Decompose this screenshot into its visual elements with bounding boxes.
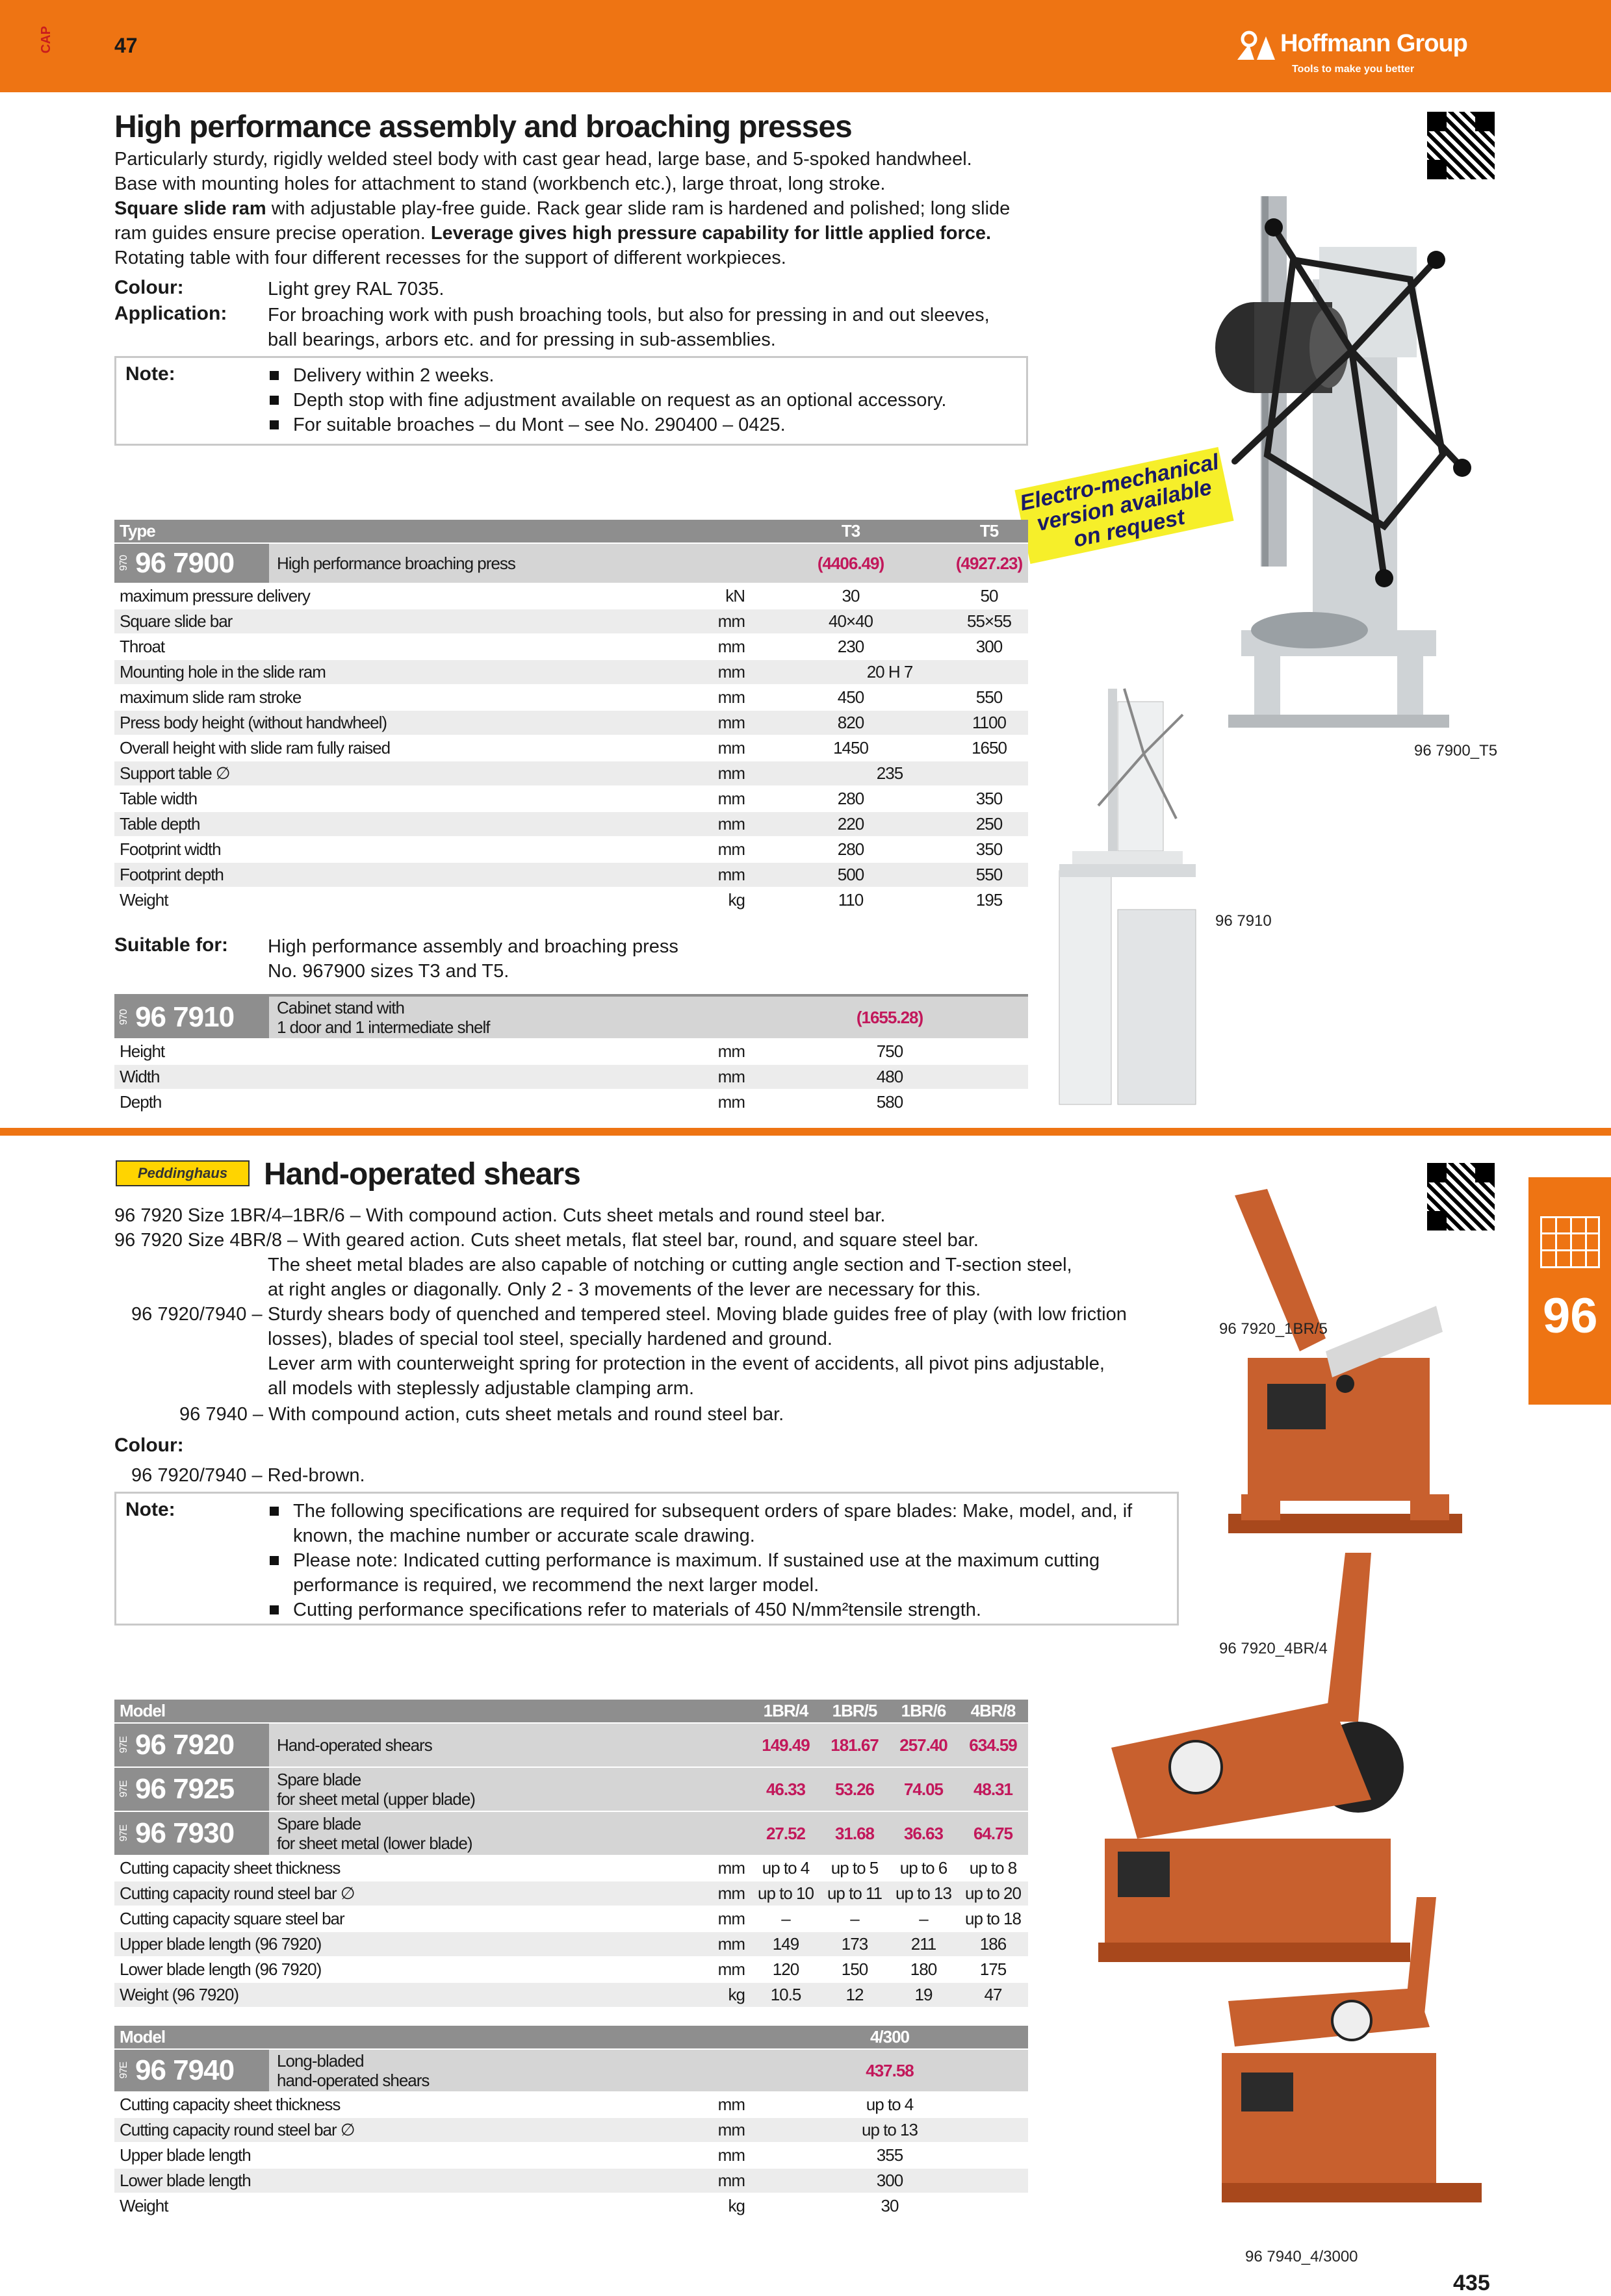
shears-key-2: 96 7920/7940 – <box>131 1304 263 1325</box>
suitable-line: High performance assembly and broaching press <box>268 936 678 957</box>
desc-line: hand-operated shears <box>277 2071 430 2090</box>
shears-indent-2 <box>268 1302 1127 1401</box>
page-number: 435 <box>1453 2271 1490 2295</box>
table-row <box>114 1039 1028 1064</box>
spec-value: up to 11 <box>820 1881 889 1906</box>
spec-value-t5: 50 <box>950 583 1028 609</box>
note-line: The following specifications are required for subsequent orders of spare blades: Make, model, and, if <box>293 1501 1133 1522</box>
model-label: Model <box>114 2026 638 2049</box>
suitable-label: Suitable for: <box>114 934 229 956</box>
desc-line: The sheet metal blades are also capable of notching or cutting angle section and T-section steel, <box>268 1255 1072 1275</box>
spec-value: 10.5 <box>751 1982 820 2008</box>
spec-label: Table width <box>114 786 638 811</box>
spec-value-t5: 550 <box>950 685 1028 710</box>
article-prefix: 97E <box>118 1781 129 1798</box>
col-1br4: 1BR/4 <box>751 1700 820 1723</box>
table-row <box>114 1982 1028 2008</box>
note-item: For suitable broaches – du Mont – see No. 290400 – 0425. <box>270 413 946 437</box>
spec-label: Cutting capacity sheet thickness <box>114 2092 638 2117</box>
note-line: performance is required, we recommend the next larger model. <box>293 1575 819 1596</box>
spec-value: up to 20 <box>958 1881 1028 1906</box>
note-list <box>270 1499 1166 1622</box>
table-row <box>114 2168 1028 2193</box>
spec-unit: mm <box>638 1090 751 1115</box>
spec-value-t3: 110 <box>751 887 950 913</box>
table-row <box>114 761 1028 786</box>
desc-key: 96 7920 Size 1BR/4–1BR/6 – <box>114 1205 366 1226</box>
article-row <box>114 995 1028 1039</box>
table-header-row <box>114 520 1028 543</box>
col-1br6: 1BR/6 <box>889 1700 958 1723</box>
spec-value-t5: 250 <box>950 811 1028 837</box>
article-prefix: 97E <box>118 2062 129 2079</box>
spec-label: maximum pressure delivery <box>114 583 638 609</box>
spec-value: 30 <box>751 2193 1028 2219</box>
shears-colour-label: Colour: <box>114 1435 184 1456</box>
spec-value: – <box>889 1906 958 1932</box>
model-label: Model <box>114 1700 638 1723</box>
article-number: 96 7925 <box>135 1773 235 1805</box>
spec-value: up to 13 <box>751 2117 1028 2143</box>
spec-value-t3: 450 <box>751 685 950 710</box>
note-label: Note: <box>125 363 175 385</box>
article-description <box>269 1768 475 1811</box>
shears-7940-image <box>1222 1897 1495 2222</box>
spec-label: Mounting hole in the slide ram <box>114 659 638 685</box>
spec-value-t3: 220 <box>751 811 950 837</box>
article-number: 96 7910 <box>135 1001 235 1033</box>
spec-unit: mm <box>638 1039 751 1064</box>
table-row <box>114 634 1028 659</box>
spec-unit: kg <box>638 2193 751 2219</box>
presses-title: High performance assembly and broaching presses <box>114 110 852 144</box>
type-label: Type <box>114 520 638 543</box>
spec-value-t5: 350 <box>950 837 1028 862</box>
price: 634.59 <box>958 1723 1028 1767</box>
col-4br8: 4BR/8 <box>958 1700 1028 1723</box>
spec-label: Cutting capacity sheet thickness <box>114 1856 638 1881</box>
article-row <box>114 1767 1028 1811</box>
table-header-row <box>114 2026 1028 2049</box>
spec-unit: mm <box>638 761 751 786</box>
col-4-300: 4/300 <box>751 2026 1028 2049</box>
caption-press: 96 7900_T5 <box>1414 742 1498 759</box>
spec-value: 120 <box>751 1957 820 1982</box>
spec-label: Upper blade length (96 7920) <box>114 1932 638 1957</box>
note-label: Note: <box>125 1499 175 1520</box>
spec-label: Cutting capacity round steel bar ∅ <box>114 2117 638 2143</box>
spec-unit: mm <box>638 609 751 634</box>
note-item: Delivery within 2 weeks. <box>270 363 946 388</box>
spec-value: up to 10 <box>751 1881 820 1906</box>
brand-name: Hoffmann Group <box>1280 30 1467 57</box>
price: 74.05 <box>889 1767 958 1811</box>
spec-value: 355 <box>751 2143 1028 2168</box>
spec-value: 150 <box>820 1957 889 1982</box>
spec-value-t5: 550 <box>950 862 1028 887</box>
shears-spec-table <box>114 1700 1028 2008</box>
desc-line: at right angles or diagonally. Only 2 - 3 movements of the lever are necessary for this. <box>268 1279 981 1300</box>
table-row <box>114 2092 1028 2117</box>
article-number-badge <box>114 2050 269 2091</box>
table-row <box>114 786 1028 811</box>
spec-label: Lower blade length (96 7920) <box>114 1957 638 1982</box>
spec-unit: mm <box>638 862 751 887</box>
shears-note-box <box>114 1492 1179 1626</box>
suitable-text <box>268 934 678 984</box>
desc-line: for sheet metal (lower blade) <box>277 1833 472 1853</box>
price: 27.52 <box>751 1811 820 1856</box>
desc-line: Sturdy shears body of quenched and tempered steel. Moving blade guides free of play (with low friction <box>268 1304 1127 1325</box>
spec-value: 19 <box>889 1982 958 2008</box>
hoffmann-logo-icon <box>1235 31 1276 61</box>
article-number-badge <box>114 1768 269 1811</box>
spec-value-t3: 280 <box>751 786 950 811</box>
spec-label: Depth <box>114 1090 638 1115</box>
spec-value: 175 <box>958 1957 1028 1982</box>
price: 31.68 <box>820 1811 889 1856</box>
shears-indent-1 <box>268 1253 1072 1302</box>
note-item <box>270 1548 1166 1598</box>
desc-value: With compound action, cuts sheet metals and round steel bar. <box>268 1404 784 1425</box>
table-row <box>114 1957 1028 1982</box>
spec-value-t3: 820 <box>751 710 950 735</box>
desc-key: 96 7940 – <box>179 1404 269 1425</box>
brand-tagline: Tools to make you better <box>1292 64 1415 75</box>
article-description <box>269 997 489 1038</box>
desc-line <box>114 196 1024 221</box>
caption-4br4: 96 7920_4BR/4 <box>1219 1640 1328 1657</box>
spec-unit: mm <box>638 685 751 710</box>
spec-value: 180 <box>889 1957 958 1982</box>
chapter-tab <box>1528 1177 1611 1405</box>
table-row <box>114 1064 1028 1090</box>
desc-line: Lever arm with counterweight spring for protection in the event of accidents, all pivot pins adjustable, <box>268 1353 1105 1374</box>
article-number-badge <box>114 997 269 1038</box>
price: 53.26 <box>820 1767 889 1811</box>
spec-label: Width <box>114 1064 638 1090</box>
desc-line: Rotating table with four different recesses for the support of different workpieces. <box>114 248 786 268</box>
note-line: Please note: Indicated cutting performance is maximum. If sustained use at the maximum cutting <box>293 1550 1100 1571</box>
spec-unit: mm <box>638 1906 751 1932</box>
table-row <box>114 609 1028 634</box>
spec-unit: mm <box>638 1856 751 1881</box>
spec-value: up to 5 <box>820 1856 889 1881</box>
article-row <box>114 543 1028 583</box>
article-number-badge <box>114 1724 269 1767</box>
spec-value-t5: 195 <box>950 887 1028 913</box>
shears-1br5-image <box>1228 1189 1488 1540</box>
spec-unit: mm <box>638 735 751 761</box>
spec-unit: mm <box>638 837 751 862</box>
spec-label: Throat <box>114 634 638 659</box>
top-bar <box>0 0 1611 92</box>
spec-label: Overall height with slide ram fully raised <box>114 735 638 761</box>
table-header-row <box>114 1700 1028 1723</box>
desc-line: all models with steplessly adjustable clamping arm. <box>268 1378 695 1399</box>
shears-title: Hand-operated shears <box>264 1157 580 1192</box>
table-row <box>114 1906 1028 1932</box>
category-code: CAP <box>39 26 53 54</box>
article-description <box>269 1812 472 1855</box>
price-t3: (4406.49) <box>751 543 950 583</box>
desc-line: Spare blade <box>277 1814 361 1833</box>
spec-value: – <box>751 1906 820 1932</box>
article-number: 96 7920 <box>135 1729 235 1761</box>
price: 149.49 <box>751 1723 820 1767</box>
desc-key: 96 7920 Size 4BR/8 – <box>114 1230 303 1251</box>
spec-unit: kg <box>638 887 751 913</box>
spec-label: Weight (96 7920) <box>114 1982 638 2008</box>
spec-value-t3: 40×40 <box>751 609 950 634</box>
spec-label: Footprint depth <box>114 862 638 887</box>
article-row <box>114 1723 1028 1767</box>
table-row <box>114 1881 1028 1906</box>
catalog-page-number: 47 <box>114 34 138 57</box>
spec-value-t3: 1450 <box>751 735 950 761</box>
caption-stand: 96 7910 <box>1215 912 1272 930</box>
price: 437.58 <box>751 2049 1028 2092</box>
desc-line <box>114 1228 1141 1253</box>
table-row <box>114 837 1028 862</box>
spec-value: 47 <box>958 1982 1028 2008</box>
spec-value: 300 <box>751 2168 1028 2193</box>
table-row <box>114 2193 1028 2219</box>
electro-mechanical-stamp: Electro-mechanical version available on request <box>1014 447 1233 564</box>
spec-label: Press body height (without handwheel) <box>114 710 638 735</box>
spec-value: – <box>820 1906 889 1932</box>
price: (1655.28) <box>751 995 1028 1039</box>
section-separator <box>0 1128 1611 1136</box>
table-row <box>114 659 1028 685</box>
spec-label: Footprint width <box>114 837 638 862</box>
price-t5: (4927.23) <box>950 543 1028 583</box>
press-spec-table <box>114 520 1028 913</box>
spec-value: 750 <box>751 1039 1028 1064</box>
spec-unit: mm <box>638 659 751 685</box>
square-slide-label: Square slide ram <box>114 198 266 219</box>
desc-value: With compound action. Cuts sheet metals and round steel bar. <box>365 1205 886 1226</box>
application-label: Application: <box>114 303 227 324</box>
spec-unit: mm <box>638 710 751 735</box>
spec-unit: mm <box>638 1957 751 1982</box>
application-line: For broaching work with push broaching tools, but also for pressing in and out sleeves, <box>268 305 990 325</box>
desc-line: losses), blades of special tool steel, specially hardened and ground. <box>268 1329 832 1349</box>
desc-value: With geared action. Cuts sheet metals, flat steel bar, round, and square steel bar. <box>303 1230 979 1251</box>
article-number: 96 7900 <box>135 547 235 579</box>
spec-value-t3: 280 <box>751 837 950 862</box>
caption-1br5: 96 7920_1BR/5 <box>1219 1320 1328 1338</box>
spec-unit: mm <box>638 1881 751 1906</box>
shears-colour <box>131 1463 365 1488</box>
spec-label: Weight <box>114 887 638 913</box>
desc-key: 96 7920/7940 – <box>131 1465 268 1486</box>
spec-value: 211 <box>889 1932 958 1957</box>
spec-value: 186 <box>958 1932 1028 1957</box>
table-row <box>114 685 1028 710</box>
note-list <box>270 363 946 437</box>
article-prefix: 970 <box>118 555 129 571</box>
price: 46.33 <box>751 1767 820 1811</box>
col-t5: T5 <box>950 520 1028 543</box>
article-description <box>269 1724 432 1767</box>
shears-description <box>114 1203 1141 1253</box>
desc-line: Particularly sturdy, rigidly welded steel body with cast gear head, large base, and 5-spoked handwheel. <box>114 149 972 170</box>
spec-label: Cutting capacity round steel bar ∅ <box>114 1881 638 1906</box>
table-row <box>114 2143 1028 2168</box>
desc-line: Base with mounting holes for attachment to stand (workbench etc.), large throat, long stroke. <box>114 173 886 194</box>
chapter-number: 96 <box>1543 1288 1598 1344</box>
broaching-press-image <box>1189 188 1501 728</box>
spec-value-t5: 1100 <box>950 710 1028 735</box>
article-row <box>114 2049 1028 2092</box>
spec-value-t5: 1650 <box>950 735 1028 761</box>
spec-label: Lower blade length <box>114 2168 638 2193</box>
article-description <box>269 2050 429 2091</box>
note-item: Depth stop with fine adjustment available on request as an optional accessory. <box>270 388 946 413</box>
note-line: known, the machine number or accurate scale drawing. <box>293 1525 755 1546</box>
price: 48.31 <box>958 1767 1028 1811</box>
shears-key-3 <box>179 1402 784 1427</box>
spec-value: 12 <box>820 1982 889 2008</box>
spec-value: up to 13 <box>889 1881 958 1906</box>
table-row <box>114 583 1028 609</box>
desc-line: Spare blade <box>277 1770 361 1789</box>
long-shears-spec-table <box>114 2026 1028 2219</box>
spec-label: Weight <box>114 2193 638 2219</box>
spec-unit: mm <box>638 2092 751 2117</box>
article-number-badge <box>114 544 269 583</box>
spec-label: Cutting capacity square steel bar <box>114 1906 638 1932</box>
spec-unit: kN <box>638 583 751 609</box>
table-row <box>114 811 1028 837</box>
spec-unit: mm <box>638 1932 751 1957</box>
spec-label: maximum slide ram stroke <box>114 685 638 710</box>
table-row <box>114 735 1028 761</box>
article-prefix: 970 <box>118 1010 129 1025</box>
spec-value: 580 <box>751 1090 1028 1115</box>
table-row <box>114 1090 1028 1115</box>
brand-logo <box>1235 27 1495 79</box>
caption-7940: 96 7940_4/3000 <box>1245 2248 1358 2265</box>
spec-label: Table depth <box>114 811 638 837</box>
spec-value: up to 4 <box>751 2092 1028 2117</box>
square-slide-text2: ram guides ensure precise operation. <box>114 223 431 244</box>
note-line: Cutting performance specifications refer to materials of 450 N/mm²tensile strength. <box>293 1600 981 1620</box>
spec-unit: kg <box>638 1982 751 2008</box>
table-row <box>114 2117 1028 2143</box>
article-prefix: 97E <box>118 1737 129 1754</box>
spec-value: up to 6 <box>889 1856 958 1881</box>
article-description: High performance broaching press <box>277 554 515 573</box>
desc-line <box>114 1203 1141 1228</box>
spec-unit: mm <box>638 2168 751 2193</box>
application-text <box>268 303 990 352</box>
table-row <box>114 1856 1028 1881</box>
spec-unit: mm <box>638 2117 751 2143</box>
spec-value: 235 <box>751 761 1028 786</box>
spec-value-t3: 500 <box>751 862 950 887</box>
desc-line: 1 door and 1 intermediate shelf <box>277 1017 490 1037</box>
suitable-line: No. 967900 sizes T3 and T5. <box>268 961 509 982</box>
leverage-text: Leverage gives high pressure capability for little applied force. <box>430 223 992 244</box>
stand-spec-table <box>114 994 1028 1116</box>
article-number: 96 7940 <box>135 2054 235 2086</box>
qr-code-icon <box>1427 112 1495 179</box>
spec-unit: mm <box>638 786 751 811</box>
spec-label: Square slide bar <box>114 609 638 634</box>
desc-line: Hand-operated shears <box>277 1735 432 1755</box>
spec-value: 149 <box>751 1932 820 1957</box>
price: 36.63 <box>889 1811 958 1856</box>
spec-unit: mm <box>638 2143 751 2168</box>
spec-unit: mm <box>638 811 751 837</box>
article-number-badge <box>114 1812 269 1855</box>
desc-line: for sheet metal (upper blade) <box>277 1789 475 1809</box>
table-row <box>114 887 1028 913</box>
spec-value: 173 <box>820 1932 889 1957</box>
spec-value-t5: 350 <box>950 786 1028 811</box>
spec-value-t5: 300 <box>950 634 1028 659</box>
colour-label: Colour: <box>114 277 184 298</box>
article-row <box>114 1811 1028 1856</box>
spec-value: up to 4 <box>751 1856 820 1881</box>
spec-value-t3: 230 <box>751 634 950 659</box>
col-1br5: 1BR/5 <box>820 1700 889 1723</box>
square-slide-text: with adjustable play-free guide. Rack gear slide ram is hardened and polished; long slide <box>266 198 1011 219</box>
note-item <box>270 1598 1166 1622</box>
desc-line <box>114 221 1024 246</box>
application-line: ball bearings, arbors etc. and for pressing in sub-assemblies. <box>268 329 776 350</box>
presses-description <box>114 147 1024 270</box>
desc-line: Cabinet stand with <box>277 998 404 1017</box>
spec-value: up to 8 <box>958 1856 1028 1881</box>
spec-label: Height <box>114 1039 638 1064</box>
price: 257.40 <box>889 1723 958 1767</box>
table-row <box>114 1932 1028 1957</box>
colour-value: Light grey RAL 7035. <box>268 279 445 300</box>
presses-note-box <box>114 356 1028 446</box>
peddinghaus-logo: Peddinghaus <box>116 1160 250 1186</box>
article-prefix: 97E <box>118 1825 129 1842</box>
article-number: 96 7930 <box>135 1817 235 1849</box>
spec-value: up to 18 <box>958 1906 1028 1932</box>
note-item <box>270 1499 1166 1548</box>
table-row <box>114 862 1028 887</box>
col-t3: T3 <box>751 520 950 543</box>
spec-value-t3: 30 <box>751 583 950 609</box>
table-row <box>114 710 1028 735</box>
desc-line: Long-bladed <box>277 2051 364 2071</box>
grid-icon <box>1540 1216 1600 1268</box>
desc-value: Red-brown. <box>267 1465 365 1486</box>
press-with-stand-image <box>1046 676 1215 1104</box>
spec-unit: mm <box>638 1064 751 1090</box>
price: 64.75 <box>958 1811 1028 1856</box>
spec-value: 20 H 7 <box>751 659 1028 685</box>
spec-label: Support table ∅ <box>114 761 638 786</box>
spec-label: Upper blade length <box>114 2143 638 2168</box>
spec-value: 480 <box>751 1064 1028 1090</box>
spec-unit: mm <box>638 634 751 659</box>
spec-value-t5: 55×55 <box>950 609 1028 634</box>
price: 181.67 <box>820 1723 889 1767</box>
